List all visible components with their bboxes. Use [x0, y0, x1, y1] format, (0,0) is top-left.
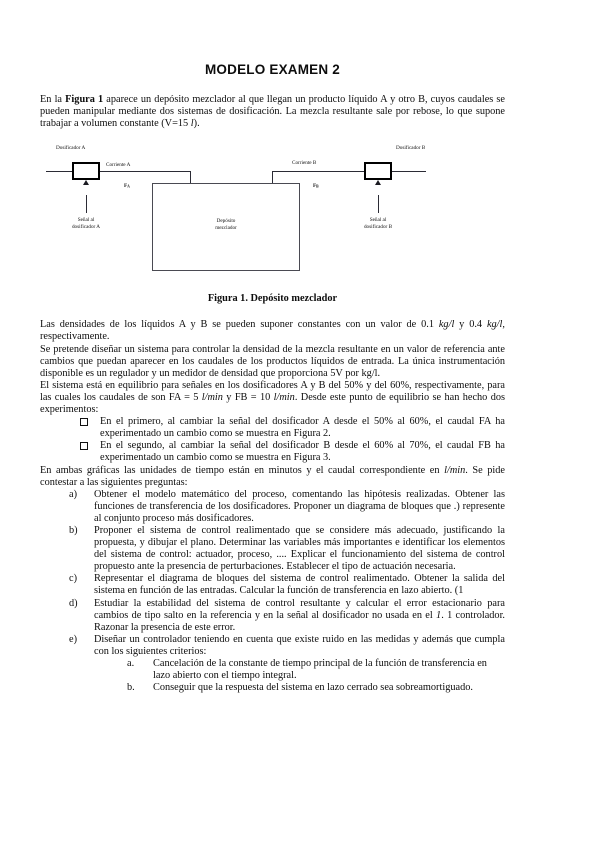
question-text: Proponer el sistema de control realimentado que se considere más adecuado, justificando la propuesta, y dibujar el plano. Determinar las variables más importantes e identificar los elementos del sistema de control: actuador, proceso, .... Explicar el funcionamiento del sistema de control propuesto ante la presencia de perturbaciones. Establecer el tipo de actuación necesaria.: [94, 524, 505, 573]
density-unit-a: kg/l: [438, 319, 455, 331]
intro-unit: l: [190, 118, 194, 130]
flow-a-label: [124, 183, 130, 190]
pipe-right-inlet: [392, 171, 426, 172]
flow-b-subscript: B: [316, 184, 319, 189]
intro-paragraph: [40, 94, 505, 130]
flow-b-symbol: F: [313, 183, 317, 190]
graphs-unit: l/min: [444, 464, 466, 476]
question-d-italic: 1: [436, 609, 442, 621]
question-marker: a): [69, 488, 77, 500]
experiments-list: [40, 416, 505, 464]
signal-b-label-line1: Señal al: [369, 217, 387, 224]
question-text: Representar el diagrama de bloques del sistema de control realimentado. Obtener la salida del sistema en función de las entradas. Calcular la función de transferencia en lazo abierto. (1: [94, 573, 505, 597]
question-text: [94, 598, 505, 633]
intro-suffix: ).: [193, 118, 200, 130]
graphs-text-2: . Se pide contestar a las siguientes preguntas:: [40, 464, 505, 488]
intro-figure-ref: Figura 1: [65, 94, 104, 105]
dosificador-b-box: [364, 162, 392, 180]
checkbox-square-icon: [80, 418, 88, 426]
equilibrium-text-1: El sistema está en equilibrio para señales en los dosificadores A y B del 50% y del 60%, respectivamente, para las cuales los caudales de son FA = 5: [40, 379, 505, 403]
list-item: [127, 658, 505, 682]
checkbox-square-icon: [80, 442, 88, 450]
list-item: [69, 489, 505, 525]
flow-unit-b: l/min: [273, 391, 295, 403]
question-marker: c): [69, 573, 77, 585]
signal-b-arrow-icon: [375, 180, 381, 185]
densities-text-1: Las densidades de los líquidos A y B se pueden suponer constantes con un valor de 0.1: [40, 319, 439, 331]
signal-a-label-line1: Señal al: [77, 217, 95, 224]
corriente-b-label: Corriente B: [292, 160, 317, 167]
signal-a-line: [86, 195, 87, 213]
graphs-text-1: En ambas gráficas las unidades de tiempo están en minutos y el caudal correspondiente en: [40, 464, 445, 476]
density-unit-b: kg/l: [486, 319, 503, 331]
list-item: [127, 682, 505, 694]
question-marker: b): [69, 524, 78, 536]
pipe-a-horizontal: [100, 171, 190, 172]
list-item: [69, 573, 505, 597]
corriente-a-label: Corriente A: [106, 162, 131, 169]
flow-unit-a: l/min: [201, 391, 223, 403]
questions-list: [40, 489, 505, 695]
figure-1: [40, 140, 505, 280]
intro-rest: aparece un depósito mezclador al que llegan un producto líquido A y otro B, cuyos caudales se pueden manipular mediante dos sistemas de dosificación. La mezcla resultante sale por rebose, lo que supone trabajar a volumen constante (V=15: [40, 94, 505, 130]
equilibrium-text-2: y FB = 10: [222, 391, 274, 403]
dosificador-b-label: Dosificador B: [396, 145, 426, 152]
question-d-text-1: Estudiar la estabilidad del sistema de control resultante y calcular el error estacionario para cambios de tipo salto en la referencia y en la señal al dosificador no usada en el: [94, 597, 505, 621]
criterion-text: Conseguir que la respuesta del sistema en lazo cerrado sea sobreamortiguado.: [153, 682, 473, 694]
signal-b-label-line2: dosificador B: [363, 224, 393, 231]
criteria-list: [94, 658, 505, 694]
dosificador-a-label: Dosificador A: [56, 145, 86, 152]
list-item: [80, 440, 505, 464]
design-paragraph: Se pretende diseñar un sistema para controlar la densidad de la mezcla resultante en un valor de referencia ante cambios que puedan aparecer en los caudales de los productos líquidos de entrada. La única instrumentación disponible es un regulador y un medidor de densidad que proporciona 5V por kg/l.: [40, 343, 505, 379]
criterion-marker: b.: [127, 682, 135, 694]
list-item: [69, 525, 505, 573]
mixing-tank-diagram: [40, 140, 505, 280]
densities-text-2: y 0.4: [454, 319, 487, 331]
dosificador-a-box: [72, 162, 100, 180]
question-d-text-2: . 1 controlador. Razonar la presencia de este error.: [94, 609, 505, 633]
list-item: [69, 634, 505, 694]
question-marker: e): [69, 633, 77, 645]
pipe-b-horizontal: [272, 171, 364, 172]
experiment-1-text: En el primero, al cambiar la señal del dosificador A desde el 50% al 60%, el caudal FA ha experimentado un cambio como se muestra en Figura 2.: [100, 416, 505, 440]
densities-paragraph: [40, 319, 505, 343]
experiment-2-text: En el segundo, al cambiar la señal del dosificador B desde el 60% al 70%, el caudal FB ha experimentado un cambio como se muestra en Figura 3.: [100, 440, 505, 464]
equilibrium-paragraph: [40, 380, 505, 416]
question-marker: d): [69, 597, 78, 609]
document-body: [40, 94, 505, 694]
equilibrium-text-3: . Desde este punto de equilibrio se han hecho dos experimentos:: [40, 391, 505, 416]
question-text: Diseñar un controlador teniendo en cuenta que existe ruido en las medidas y además que cumpla con los siguientes criterios:: [94, 633, 505, 657]
flow-b-label: [313, 183, 319, 190]
signal-a-label-line2: dosificador A: [71, 224, 101, 231]
graphs-units-paragraph: [40, 465, 505, 489]
page-title: MODELO EXAMEN 2: [204, 62, 340, 77]
figure-caption: Figura 1. Depósito mezclador: [207, 293, 338, 305]
tank-label-line1: Depósito: [216, 218, 236, 225]
criterion-text: Cancelación de la constante de tiempo principal de la función de transferencia en lazo abierto con el tiempo integral.: [153, 658, 487, 682]
flow-a-subscript: A: [127, 184, 130, 189]
list-item: [80, 416, 505, 440]
title-container: [40, 0, 505, 77]
question-text: Obtener el modelo matemático del proceso, comentando las hipótesis realizadas. Obtener las funciones de transferencia de los dosificadores. Proponer un diagrama de bloques que .) represente al conjunto proceso más dosificadores.: [94, 488, 505, 524]
list-item: [69, 598, 505, 634]
tank-label-line2: mezclador: [215, 225, 237, 232]
signal-a-arrow-icon: [83, 180, 89, 185]
densities-text-3: , respectivamente.: [40, 319, 505, 343]
flow-a-symbol: F: [124, 183, 128, 190]
criterion-marker: a.: [127, 658, 135, 669]
signal-b-line: [378, 195, 379, 213]
intro-prefix: En la: [40, 94, 66, 105]
